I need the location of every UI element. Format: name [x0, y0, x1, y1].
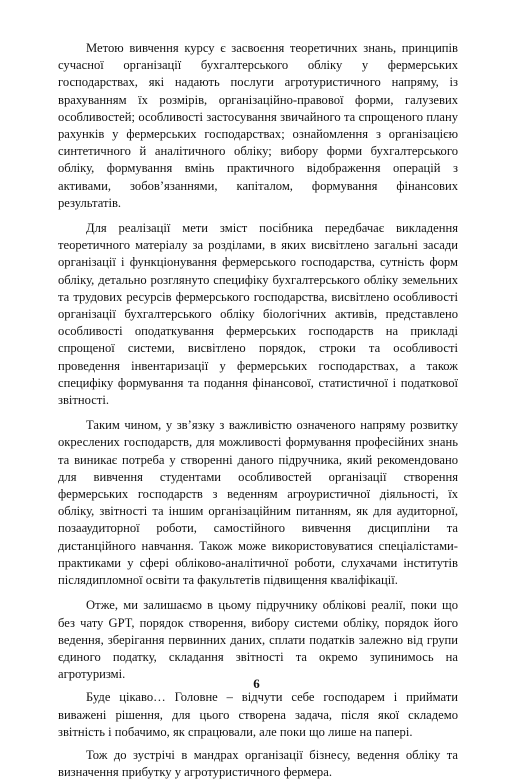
paragraph-interesting: Буде цікаво… Головне – відчути себе господарем і приймати виважені рішення, для цього створена задача, після якої складемо звітність і побачимо, як спрацювали, але поки що лише на папері.	[58, 690, 458, 739]
page-number: 6	[253, 676, 260, 691]
paragraph-content-overview: Для реалізації мети зміст посібника передбачає викладення теоретичного матеріалу за розділами, в яких висвітлено загальні засади організації і функціонування фермерського господарства, сутність форм обліку, детально розглянуто специфіку бухгалтерського обліку земельних та трудових ресурсів фермерського господарства, висвітлено особливості організації бухгалтерського обліку біологічних активів, представлено особливості оподаткування фермерських господарств на прикладі спрощеної системи, висвітлено порядок, строки та особливості проведення інвентаризації у фермерських господарствах, а також специфіку формування та подання фінансової, статистичної і податкової звітності.	[58, 221, 458, 408]
paragraph-textbook-purpose: Таким чином, у зв’язку з важливістю означеного напряму розвитку окреслених господарств, для можливості формування професійних знань та виникає потреба у створенні даного підручника, який рекомендовано для вивчення студентами особливостей організації створення фермерських господарств з веденням агроуристичної діяльності, їх обліку, звітності та іншим організаційним питанням, як для аудиторної, позааудиторної роботи, самостійного вивчення дисципліни та дистанційного навчання. Також може використовуватися спеціалістами-практиками у сфері обліково-аналітичної роботи, слухачами інститутів післядипломної освіти та факультетів підвищення кваліфікації.	[58, 418, 458, 588]
page-body	[58, 40, 458, 781]
paragraph-closing: Тож до зустрічі в мандрах організації бізнесу, ведення обліку та визначення прибутку у агротуристичного фермера.	[58, 747, 458, 780]
paragraph-accounting-realities: Отже, ми залишаємо в цьому підручнику облікові реалії, поки що без чату GPT, порядок створення, вибору системи обліку, порядок його ведення, зберігання первинних даних, сплати податків залежно від групи єдиного податку, складання звітності та окремо зупинимось на агротуризмі.	[58, 598, 458, 682]
paragraph-course-goal: Метою вивчення курсу є засвоєння теоретичних знань, принципів сучасної організації бухгалтерського обліку у фермерських господарствах, які надають послуги агротуристичного напряму, із врахуванням їх розмірів, організаційно-правової форми, галузевих особливостей; особливості застосування звичайного та спрощеного плану рахунків у фермерських господарствах; ознайомлення з організацією синтетичного й аналітичного обліку; вибору форми бухгалтерського обліку, формування вмінь практичного відображення операцій з активами, зобов’язаннями, капіталом, формування фінансових результатів.	[58, 41, 458, 210]
